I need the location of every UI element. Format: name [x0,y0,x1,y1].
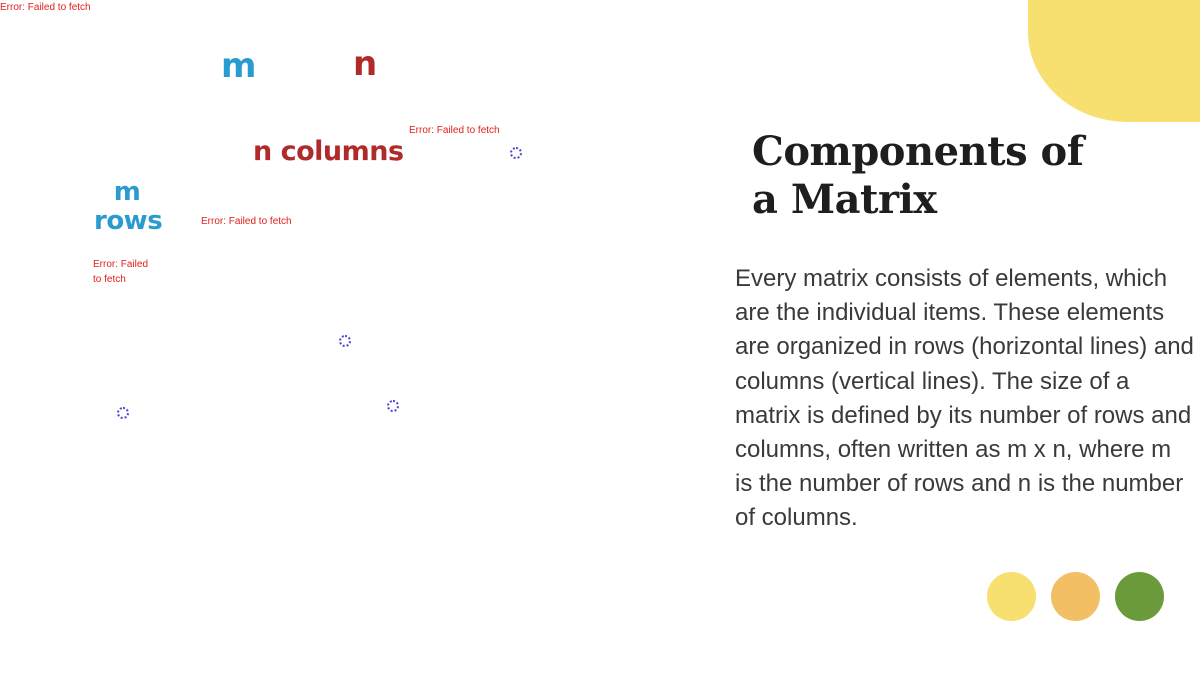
loading-spinner-icon [339,335,351,347]
decorative-dot-green [1115,572,1164,621]
loading-spinner-icon [387,400,399,412]
label-n: n [353,44,377,84]
decorative-blob [1028,0,1200,122]
label-n-columns: n columns [253,136,404,167]
label-rows-m: m [113,177,141,207]
title-line: a Matrix [752,176,937,223]
label-m-rows [94,177,163,236]
decorative-dot-orange [1051,572,1100,621]
error-message: Error: Failed to fetch [409,125,500,136]
label-m: m [221,46,256,86]
title-line: Components of [752,128,1084,175]
error-message: Error: Failed to fetch [0,2,91,13]
slide-body: Every matrix consists of elements, which are the individual items. These elements are organized in rows (horizontal lines) and columns (vertical lines). The size of a matrix is defined by its number of rows and columns, often written as m x n, where m is the number of rows and n is the number of columns. [735,265,1194,532]
loading-spinner-icon [117,407,129,419]
decorative-dot-yellow [987,572,1036,621]
error-message: Error: Failed to fetch [93,259,149,285]
error-message: Error: Failed to fetch [201,216,292,227]
slide-title [752,128,1083,224]
loading-spinner-icon [510,147,522,159]
label-rows: rows [94,206,163,236]
